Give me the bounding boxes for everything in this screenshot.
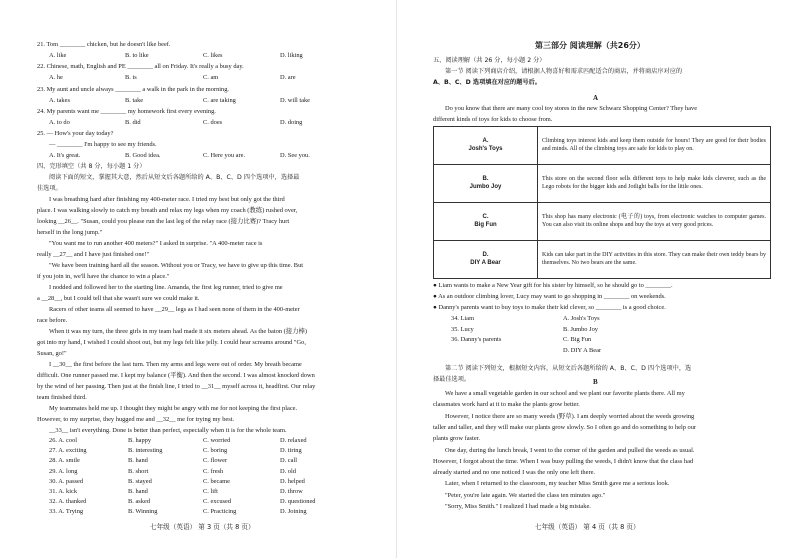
match-person: 36. Danny's parents — [451, 336, 502, 343]
cloze-option: B. hand — [128, 488, 148, 495]
shop-row — [434, 165, 771, 203]
q25-option-d: D. See you. — [280, 152, 310, 159]
cloze-option: D. relaxed — [280, 437, 307, 444]
cloze-option: B. short — [128, 467, 149, 475]
shop-letter: D. — [482, 251, 489, 258]
passage-b-line: We have a small vegetable garden in our school and we plant our favorite plants there. All my — [445, 390, 685, 397]
cloze-passage-line: looking __26__. "Susan, could you please run the last leg of the relay race (接力比赛)? Tracy hurt — [37, 218, 290, 225]
q21-option-c: C. likes — [203, 52, 223, 59]
passage-b-line: taller and taller, and they will make our plants grow slowly. So I often go and do something to help our — [433, 423, 697, 431]
q25-stem-2: — ________ I'm happy to see my friends. — [49, 141, 157, 148]
cloze-option: D. tiring — [280, 447, 302, 455]
match-shop: D. DIY A Bear — [563, 346, 602, 354]
q25-stem-1: 25. — How's your day today? — [37, 130, 114, 137]
shop-letter: C. — [482, 213, 489, 220]
cloze-passage-line: got into my hand, I wished I could shoot out, but my legs felt like jelly. I could hear screams around "Go, — [37, 339, 306, 346]
left-page-footer: 七年级（英语） 第 3 页（共 8 页） — [150, 523, 255, 531]
cloze-option: C. became — [203, 477, 230, 485]
q23-option-d: D. will take — [280, 97, 310, 104]
q25-option-b: B. Good idea. — [125, 152, 161, 159]
cloze-option: B. Winning — [128, 508, 158, 516]
cloze-passage-line: "We have been training hard all the season. Without you or Tracy, we have to give up this time. But — [49, 262, 304, 269]
match-shop: A. Josh's Toys — [563, 315, 600, 322]
passage-b-line: classmates work hard at it to make the plants grow better. — [433, 401, 580, 409]
cloze-option: C. Practicing — [203, 508, 237, 516]
cloze-passage-line: team finished third. — [37, 394, 87, 401]
shop-letter: B. — [482, 175, 489, 182]
cloze-passage-line: Susan, go!" — [37, 350, 67, 357]
match-person: 35. Lucy — [451, 325, 474, 333]
q24-option-c: C. does — [203, 119, 223, 126]
shop-question: ● Danny's parents want to buy toys to make their kid clever, so ________ is a good choice. — [433, 304, 666, 311]
section5-sub1: 第一节 阅读下列商店介绍，请根据人物喜好和需求匹配适合的商店，并将商店序对应的 — [445, 68, 683, 75]
q23-option-a: A. takes — [49, 97, 70, 104]
shop-name-cell — [434, 127, 538, 165]
shop-name: Big Fun — [474, 221, 497, 228]
passage-b-line: However, I notice there are so many weeds (野草). I am deeply worried about the weeds growing — [445, 412, 695, 420]
q22-option-d: D. are — [280, 74, 296, 81]
q24-option-a: A. to do — [49, 119, 70, 126]
cloze-passage-line: race before. — [37, 317, 68, 324]
cloze-option: 29. A. long — [49, 467, 78, 475]
q22-option-a: A. he — [49, 74, 63, 81]
q24-option-d: D. doing — [280, 119, 303, 126]
shop-name: Jumbo Joy — [469, 183, 502, 190]
passage-b-line: "Sorry, Miss Smith." I realized I had made a big mistake. — [445, 503, 591, 510]
shop-description: Climbing toys interest kids and keep them outside for hours! They are good for their bodies and minds. All of the climbing toys are safe for kids to play on. — [538, 127, 771, 165]
passage-a-intro-2: different kinds of toys for kids to choose from. — [433, 116, 553, 123]
q24-stem: 24. My parents want me ________ my homework first every evening. — [37, 108, 216, 115]
section5-sub2-line1: 第二节 阅读下列短文，根据短文内容，从短文后各题所给的 A、B、C、D 四个选项中，选 — [445, 365, 692, 372]
match-person: 34. Liam — [451, 315, 475, 322]
shop-description: This shop has many electronic (电子的) toys, from electronic watches to computer games. You can also visit its online shops and buy the toys at very good prices. — [538, 203, 771, 241]
cloze-option: D. call — [280, 457, 298, 465]
cloze-option: 28. A. smile — [49, 457, 80, 465]
shop-question: ● As an outdoor climbing lover, Lucy may want to go shopping in ________ on weekends. — [433, 293, 666, 300]
q23-stem: 23. My aunt and uncle always ________ a walk in the park in the morning. — [37, 86, 230, 93]
passage-b-line: Later, when I returned to the classroom, my teacher Miss Smith gave me a serious look. — [445, 480, 670, 488]
section4-title: 四、完形填空（共 8 分，每小题 1 分） — [37, 163, 146, 170]
cloze-option: B. hand — [128, 457, 148, 465]
cloze-passage-line: if you join in, we'll have the chance to win a place." — [37, 273, 170, 280]
q21-option-d: D. liking — [280, 52, 303, 59]
q22-stem: 22. Chinese, math, English and PE ________ all on Friday. It's really a busy day. — [37, 63, 244, 70]
shop-row — [434, 127, 771, 165]
cloze-option: C. excused — [203, 498, 232, 506]
passage-b-label: B — [593, 378, 598, 386]
q23-option-c: C. are taking — [203, 97, 236, 104]
q22-option-b: B. is — [125, 74, 137, 81]
cloze-option: B. interesting — [128, 447, 163, 455]
cloze-passage-line: However, to my surprise, they hugged me and __32__ me for trying my best. — [37, 416, 235, 423]
cloze-option: C. lift — [203, 488, 218, 495]
section5-title: 五、阅读理解（共 26 分，每小题 2 分） — [433, 57, 546, 64]
section5-sub1b: A、B、C、D 选项填在对应的题号后。 — [433, 79, 541, 86]
cloze-option: C. flower — [203, 457, 228, 465]
match-shop: B. Jumbo Joy — [563, 325, 598, 333]
cloze-option: 27. A. exciting — [49, 447, 87, 455]
q21-option-a: A. like — [49, 52, 67, 59]
q21-stem: 21. Tom ________ chicken, but he doesn't like beef. — [37, 41, 171, 48]
q25-option-c: C. Here you are. — [203, 152, 246, 159]
passage-b-line: already started and no one noticed I was the only one left there. — [433, 469, 596, 477]
cloze-passage-line: a __28__, but I could tell that she wasn't sure we could make it. — [37, 295, 200, 302]
cloze-option: D. throw — [280, 488, 303, 495]
shop-row — [434, 203, 771, 241]
shop-letter: A. — [482, 137, 489, 144]
cloze-option: 26. A. cool — [49, 437, 78, 444]
cloze-option: 32. A. thanked — [49, 498, 87, 506]
cloze-option: 31. A. kick — [49, 488, 78, 495]
cloze-option: D. old — [280, 467, 296, 475]
cloze-passage-line: __33__ isn't everything. Done is better than perfect, especially when it is for the whole team. — [49, 427, 287, 434]
shop-row — [434, 241, 771, 279]
cloze-option: B. stayed — [128, 477, 152, 485]
part-three-title: 第三部分 阅读理解（共26分） — [535, 41, 645, 50]
cloze-option: B. asked — [128, 498, 151, 506]
shop-name: Josh's Toys — [468, 145, 503, 152]
cloze-option: D. helped — [280, 477, 305, 485]
cloze-passage-line: I nodded and followed her to the starting line. Amanda, the first leg runner, tried to give me — [49, 284, 283, 291]
passage-b-line: plants grow faster. — [433, 435, 481, 443]
shop-description: This store on the second floor sells different toys to help make kids cleverer, such as the Lego robots for the bigger kids and Jotlight balls for the little ones. — [538, 165, 771, 203]
q24-option-b: B. did — [125, 119, 141, 126]
q23-option-b: B. take — [125, 97, 144, 104]
cloze-passage-line: by the wind of her passing. Then just at the finish line, I tried to __31__ myself across it, headfirst. Our relay — [37, 383, 316, 390]
cloze-option: B. happy — [128, 437, 152, 444]
passage-b-line: "Peter, you're late again. We started the class ten minutes ago." — [445, 491, 606, 499]
cloze-option: C. fresh — [203, 467, 224, 475]
shop-name-cell — [434, 203, 538, 241]
passage-a-label: A — [593, 94, 599, 102]
right-page — [397, 0, 794, 558]
passage-b-line: However, I forgot about the time. When I was busy pulling the weeds, I didn't know that the class had — [433, 457, 694, 465]
q22-option-c: C. am — [203, 74, 219, 81]
shop-name: DIY A Bear — [470, 259, 501, 266]
cloze-option: D. Joining — [280, 508, 307, 516]
cloze-passage-line: place. I was walking slowly to catch my breath and relax my legs when my coach (教练) rushed over, — [37, 207, 298, 214]
section4-instruction-1: 阅读下面的短文，掌握其大意，然后从短文后各题所给的 A、B、C、D 四个选项中，选择最 — [49, 174, 300, 181]
cloze-passage-line: I was breathing hard after finishing my 400-meter race. I tried my best but only got the third — [49, 196, 285, 203]
cloze-passage-line: "You want me to run another 400 meters?" I asked in surprise. "A 400-meter race is — [49, 240, 263, 247]
cloze-option: 30. A. passed — [49, 477, 84, 485]
q25-option-a: A. It's great. — [49, 152, 81, 159]
cloze-option: C. boring — [203, 447, 228, 455]
cloze-passage-line: really __27__ and I have just finished one!" — [37, 251, 150, 258]
cloze-passage-line: difficult. One runner passed me. I kept my balance (平衡). And then the second. I was almost knocked down — [37, 372, 315, 379]
shop-description: Kids can take part in the DIY activities in this store. They can make their own teddy bears by themselves. No two bears are the same. — [538, 241, 771, 279]
cloze-passage-line: herself in the long jump." — [37, 229, 103, 236]
cloze-passage-line: I __30__ the first before the last turn. Then my arms and legs were out of order. My breath became — [49, 361, 302, 368]
right-page-footer: 七年级（英语） 第 4 页（共 8 页） — [535, 523, 640, 531]
cloze-option: C. worried — [203, 437, 231, 444]
cloze-option: 33. A. Trying — [49, 508, 84, 516]
match-shop: C. Big Fun — [563, 336, 592, 343]
passage-b-line: One day, during the lunch break, I went to the corner of the garden and pulled the weeds as usual. — [445, 446, 695, 454]
passage-a-intro-1: Do you know that there are many cool toy stores in the new Schwarz Shopping Center? They have — [445, 105, 698, 112]
q21-option-b: B. to like — [125, 52, 149, 59]
cloze-option: D. questioned — [280, 498, 316, 506]
cloze-passage-line: When it was my turn, the three girls in my team had made it six meters ahead. As the baton (接力棒) — [49, 328, 308, 335]
shop-name-cell — [434, 241, 538, 279]
cloze-passage-line: My teammates held me up. I thought they might be angry with me for not keeping the first place. — [49, 405, 298, 412]
section5-sub2-line2: 择最佳选项。 — [433, 376, 471, 383]
shop-name-cell — [434, 165, 538, 203]
shops-table — [433, 126, 771, 279]
cloze-passage-line: Racers of other teams all seemed to have __29__ legs as I had seen none of them in the 400-meter — [49, 306, 300, 313]
section4-instruction-2: 佳选项。 — [37, 185, 62, 192]
shop-question: ● Liam wants to make a New Year gift for his sister by himself, so he should go to ________. — [433, 282, 673, 289]
